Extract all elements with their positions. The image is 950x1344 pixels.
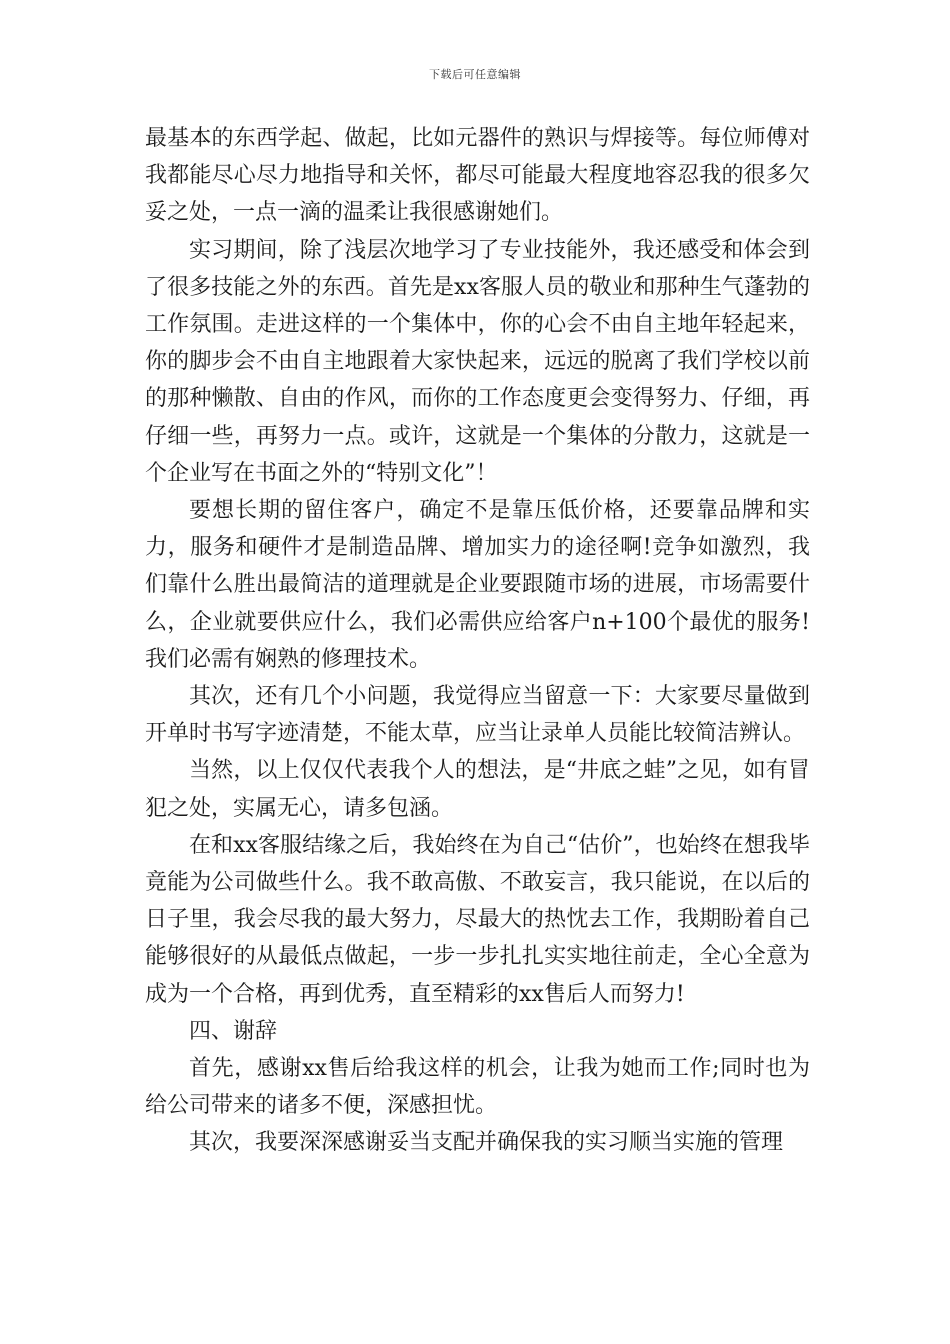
paragraph-1: 最基本的东西学起、做起，比如元器件的熟识与焊接等。每位师傅对我都能尽心尽力地指导和关怀，都尽可能最大程度地容忍我的很多欠妥之处，一点一滴的温柔让我很感谢她们。 — [145, 126, 810, 226]
page-header: 下载后可任意编辑 — [429, 68, 521, 81]
paragraph-2: 实习期间，除了浅层次地学习了专业技能外，我还感受和体会到了很多技能之外的东西。首先是xx客服人员的敬业和那种生气蓬勃的工作氛围。走进这样的一个集体中，你的心会不由自主地年轻起来，你的脚步会不由自主地跟着大家快起来，远远的脱离了我们学校以前的那种懒散、自由的作风，而你的工作态度更会变得努力、仔细，再仔细一些，再努力一点。或许，这就是一个集体的分散力，这就是一个企业写在书面之外的“特别文化”！ — [145, 237, 810, 486]
document-body — [145, 120, 810, 1162]
paragraph-7: 首先，感谢xx售后给我这样的机会，让我为她而工作;同时也为给公司带来的诸多不便，深感担忧。 — [145, 1056, 810, 1119]
paragraph-3: 要想长期的留住客户，确定不是靠压低价格，还要靠品牌和实力，服务和硬件才是制造品牌、增加实力的途径啊!竞争如激烈，我们靠什么胜出最简洁的道理就是企业要跟随市场的进展，市场需要什么，企业就要供应什么，我们必需供应给客户n+100个最优的服务! 我们必需有娴熟的修理技术。 — [145, 498, 810, 672]
paragraph-4: 其次，还有几个小问题，我觉得应当留意一下：大家要尽量做到开单时书写字迹清楚，不能太草，应当让录单人员能比较简洁辨认。 — [145, 684, 810, 747]
paragraph-6: 在和xx客服结缘之后，我始终在为自己“估价”，也始终在想我毕竟能为公司做些什么。我不敢高傲、不敢妄言，我只能说，在以后的日子里，我会尽我的最大努力，尽最大的热忱去工作，我期盼着自己能够很好的从最低点做起，一步一步扎扎实实地往前走，全心全意为成为一个合格，再到优秀，直至精彩的xx售后人而努力! — [145, 832, 810, 1007]
paragraph-8: 其次，我要深深感谢妥当支配并确保我的实习顺当实施的管理 — [189, 1130, 784, 1156]
section-heading-acknowledgements: 四、谢辞 — [189, 1018, 278, 1044]
paragraph-5: 当然，以上仅仅代表我个人的想法，是“井底之蛙”之见，如有冒犯之处，实属无心，请多包涵。 — [145, 758, 810, 821]
